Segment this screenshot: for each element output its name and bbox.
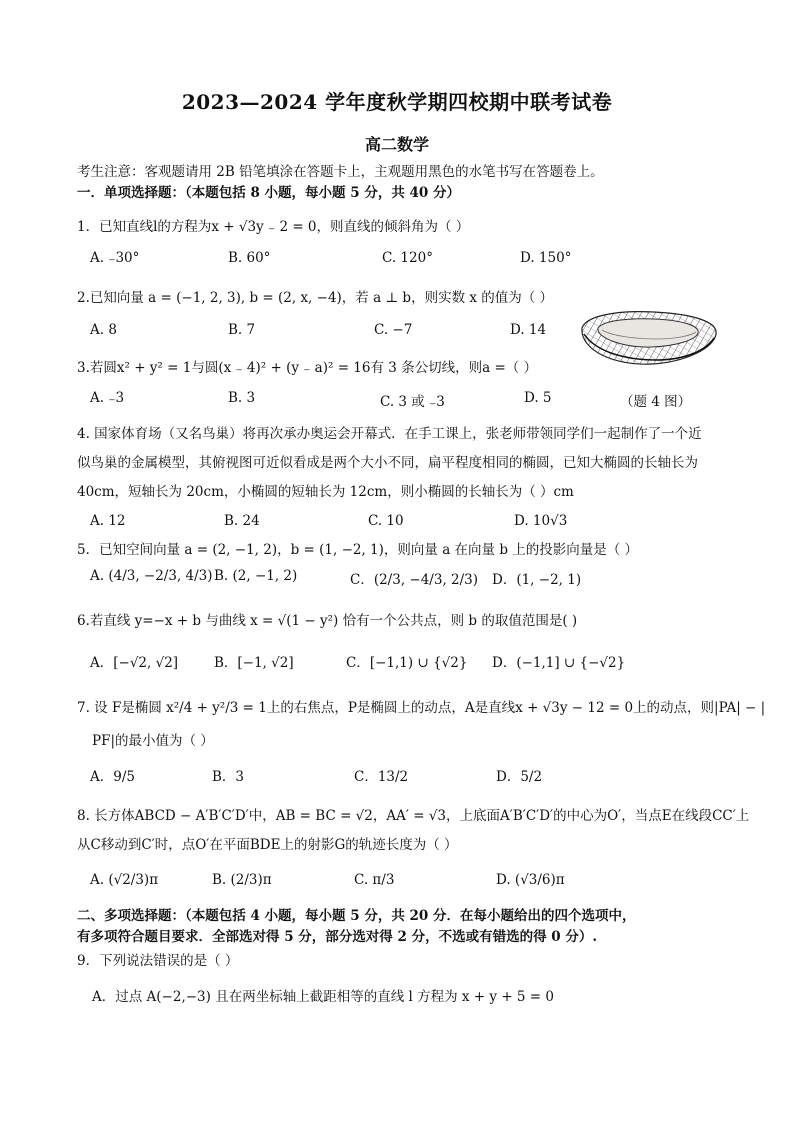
question-3-option-d: D. 5 — [524, 390, 552, 406]
question-8-option-c: C. π/3 — [354, 872, 395, 888]
question-6-option-c: C．[−1,1) ∪ {√2} — [346, 655, 468, 671]
question-7-option-d: D．5/2 — [496, 769, 543, 785]
question-5-option-c: C．(2/3, −4/3, 2/3) — [350, 572, 479, 588]
question-9-option-a: A．过点 A(−2,−3) 且在两坐标轴上截距相等的直线 l 方程为 x + y + 5 = 0 — [92, 989, 554, 1005]
question-5-option-a: A. (4/3, −2/3, 4/3) — [90, 568, 213, 584]
question-1-stem: 1．已知直线l的方程为x + √3y ₋ 2 = 0，则直线的倾斜角为（ ） — [77, 219, 470, 235]
question-3-stem: 3.若圆x² + y² = 1与圆(x ₋ 4)² + (y ₋ a)² = 16有 3 条公切线，则a =（ ） — [77, 360, 538, 376]
question-6-option-b: B．[−1, √2] — [214, 655, 294, 671]
question-2-option-d: D. 14 — [510, 322, 547, 338]
question-8-option-d: D. (√3/6)π — [496, 872, 565, 888]
question-1-option-b: B. 60° — [228, 250, 271, 266]
question-4-option-b: B. 24 — [224, 513, 260, 529]
question-1-option-d: D. 150° — [520, 250, 572, 266]
question-2-option-b: B. 7 — [228, 322, 256, 338]
question-7-option-c: C．13/2 — [354, 769, 409, 785]
question-3-option-a: A. ₋3 — [90, 390, 125, 406]
section-2-heading-line-1: 二、多项选择题：（本题包括 4 小题，每小题 5 分，共 20 分．在每小题给出的四个选项中， — [77, 908, 636, 924]
section-2-heading-line-2: 有多项符合题目要求．全部选对得 5 分，部分选对得 2 分，不选或有错选的得 0 分）. — [77, 929, 598, 945]
question-4-option-c: C. 10 — [368, 513, 404, 529]
question-8-option-b: B. (2/3)π — [212, 872, 272, 888]
question-2-stem: 2.已知向量 a = (−1, 2, 3), b = (2, x, −4)，若 a ⊥ b，则实数 x 的值为（ ） — [77, 290, 554, 306]
exam-subtitle: 高二数学 — [364, 135, 429, 154]
question-5-option-d: D．(1, −2, 1) — [492, 572, 582, 588]
question-4-line-3: 40cm，短轴长为 20cm，小椭圆的短轴长为 12cm，则小椭圆的长轴长为（ ）cm — [77, 484, 574, 500]
question-5-stem: 5．已知空间向量 a = (2, −1, 2)，b = (1, −2, 1)，则向量 a 在向量 b 上的投影向量是（ ） — [77, 542, 639, 558]
question-8-option-a: A. (√2/3)π — [90, 872, 159, 888]
question-1-option-c: C. 120° — [382, 250, 433, 266]
bird-nest-model-figure — [576, 306, 722, 368]
question-3-option-c: C. 3 或 ₋3 — [380, 394, 445, 410]
question-6-option-d: D．(−1,1] ∪ {−√2} — [492, 655, 626, 671]
question-3-option-b: B. 3 — [228, 390, 256, 406]
question-5-option-b: B. (2, −1, 2) — [214, 568, 298, 584]
question-7-option-b: B．3 — [212, 769, 245, 785]
question-6-stem: 6.若直线 y=−x + b 与曲线 x = √(1 − y²) 恰有一个公共点，则 b 的取值范围是( ) — [77, 613, 578, 629]
question-4-option-a: A. 12 — [90, 513, 126, 529]
question-2-option-c: C. −7 — [374, 322, 413, 338]
question-7-line-2: PF|的最小值为（ ） — [92, 733, 214, 749]
figure-4-caption: （题 4 图） — [620, 394, 692, 410]
question-1-option-a: A. ₋30° — [90, 250, 140, 266]
exam-title: 2023—2024 学年度秋学期四校期中联考试卷 — [181, 90, 613, 114]
section-1-heading: 一．单项选择题：（本题包括 8 小题，每小题 5 分，共 40 分） — [77, 185, 461, 201]
question-4-option-d: D. 10√3 — [514, 513, 568, 529]
question-6-option-a: A．[−√2, √2] — [90, 655, 179, 671]
question-7-option-a: A．9/5 — [90, 769, 135, 785]
question-4-line-2: 似鸟巢的金属模型，其俯视图可近似看成是两个大小不同，扁平程度相同的椭圆，已知大椭圆的长轴长为 — [77, 455, 698, 471]
question-4-line-1: 4. 国家体育场（又名鸟巢）将再次承办奥运会开幕式．在手工课上，张老师带领同学们一起制作了一个近 — [77, 426, 702, 442]
question-2-option-a: A. 8 — [90, 322, 117, 338]
question-7-line-1: 7. 设 F是椭圆 x²/4 + y²/3 = 1上的右焦点，P是椭圆上的动点，A是直线x + √3y − 12 = 0上的动点，则|PA| − | — [77, 700, 766, 716]
exam-notice: 考生注意：客观题请用 2B 铅笔填涂在答题卡上，主观题用黑色的水笔书写在答题卷上。 — [77, 164, 604, 180]
question-8-line-1: 8. 长方体ABCD − A′B′C′D′中，AB = BC = √2，AA′ = √3，上底面A′B′C′D′的中心为O′，当点E在线段CC′上 — [77, 808, 750, 824]
question-9-stem: 9．下列说法错误的是（ ） — [77, 953, 239, 969]
question-8-line-2: 从C移动到C′时，点O′在平面BDE上的射影G的轨迹长度为（ ） — [77, 837, 458, 853]
